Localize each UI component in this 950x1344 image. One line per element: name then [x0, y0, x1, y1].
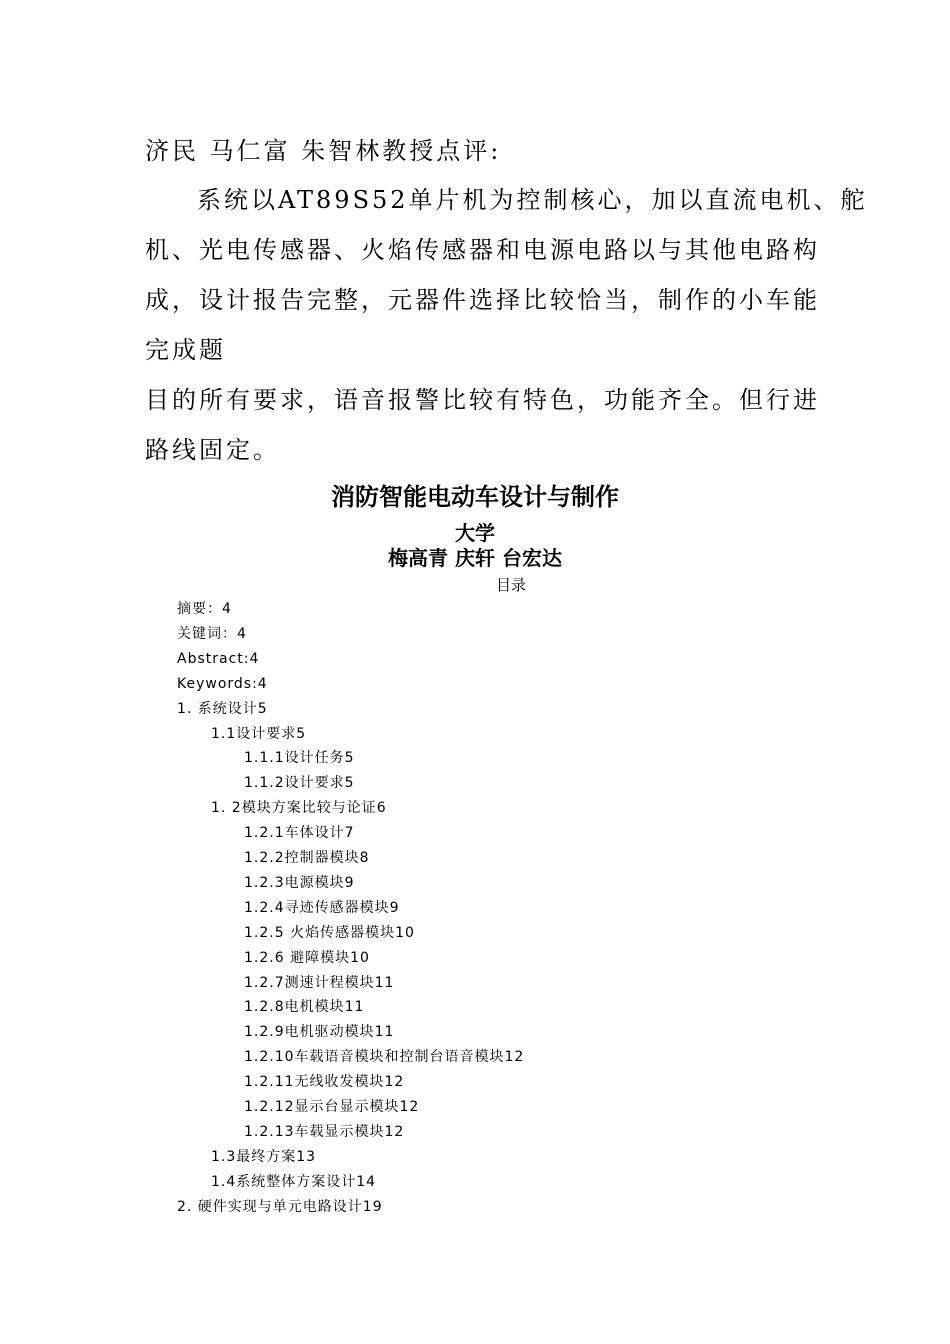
toc-item: 1.2.12显示台显示模块12 [244, 1099, 420, 1115]
toc-item: 1. 2模块方案比较与论证6 [211, 800, 387, 816]
review-line-4: 成，设计报告完整，元器件选择比较恰当，制作的小车能 [145, 286, 820, 314]
toc-item: 1.2.1车体设计7 [244, 825, 355, 841]
toc-item: 2. 硬件实现与单元电路设计19 [177, 1199, 383, 1215]
toc-item: 1.2.10车载语音模块和控制台语音模块12 [244, 1049, 525, 1065]
page-title: 消防智能电动车设计与制作 [331, 482, 619, 511]
toc-item: 1.2.11无线收发模块12 [244, 1074, 405, 1090]
toc-item: 1.2.13车载显示模块12 [244, 1124, 405, 1140]
toc-item: 1.2.6 避障模块10 [244, 950, 370, 966]
toc-heading: 目录 [495, 576, 526, 594]
toc-item: 1.3最终方案13 [211, 1149, 317, 1165]
toc-item: Keywords:4 [177, 676, 268, 692]
review-line-7: 路线固定。 [145, 436, 280, 464]
toc-item: 1.1设计要求5 [211, 726, 307, 742]
toc-item: 1.2.7测速计程模块11 [244, 975, 395, 991]
school-name: 大学 [455, 521, 495, 545]
review-line-5: 完成题 [145, 336, 226, 364]
toc-item: 1.2.8电机模块11 [244, 999, 365, 1015]
toc-item: 1.2.4寻迹传感器模块9 [244, 900, 400, 916]
toc-item: 1.2.5 火焰传感器模块10 [244, 925, 415, 941]
review-line-6: 目的所有要求，语音报警比较有特色，功能齐全。但行进 [145, 386, 820, 414]
toc-item: 1.1.1设计任务5 [244, 750, 355, 766]
toc-item: 1.2.9电机驱动模块11 [244, 1024, 395, 1040]
review-line-1: 济民 马仁富 朱智林教授点评: [145, 137, 502, 165]
toc-item: 1.2.3电源模块9 [244, 875, 355, 891]
toc-item: Abstract:4 [177, 651, 260, 667]
toc-item: 1. 系统设计5 [177, 701, 268, 717]
review-line-2: 系统以AT89S52单片机为控制核心，加以直流电机、舵 [197, 186, 868, 214]
author-names: 梅高青 庆轩 台宏达 [388, 546, 562, 570]
toc-item: 关键词：4 [177, 626, 247, 642]
toc-item: 1.1.2设计要求5 [244, 775, 355, 791]
toc-item: 1.2.2控制器模块8 [244, 850, 370, 866]
toc-item: 1.4系统整体方案设计14 [211, 1174, 377, 1190]
toc-item: 摘要：4 [177, 601, 232, 617]
review-line-3: 机、光电传感器、火焰传感器和电源电路以与其他电路构 [145, 236, 820, 264]
